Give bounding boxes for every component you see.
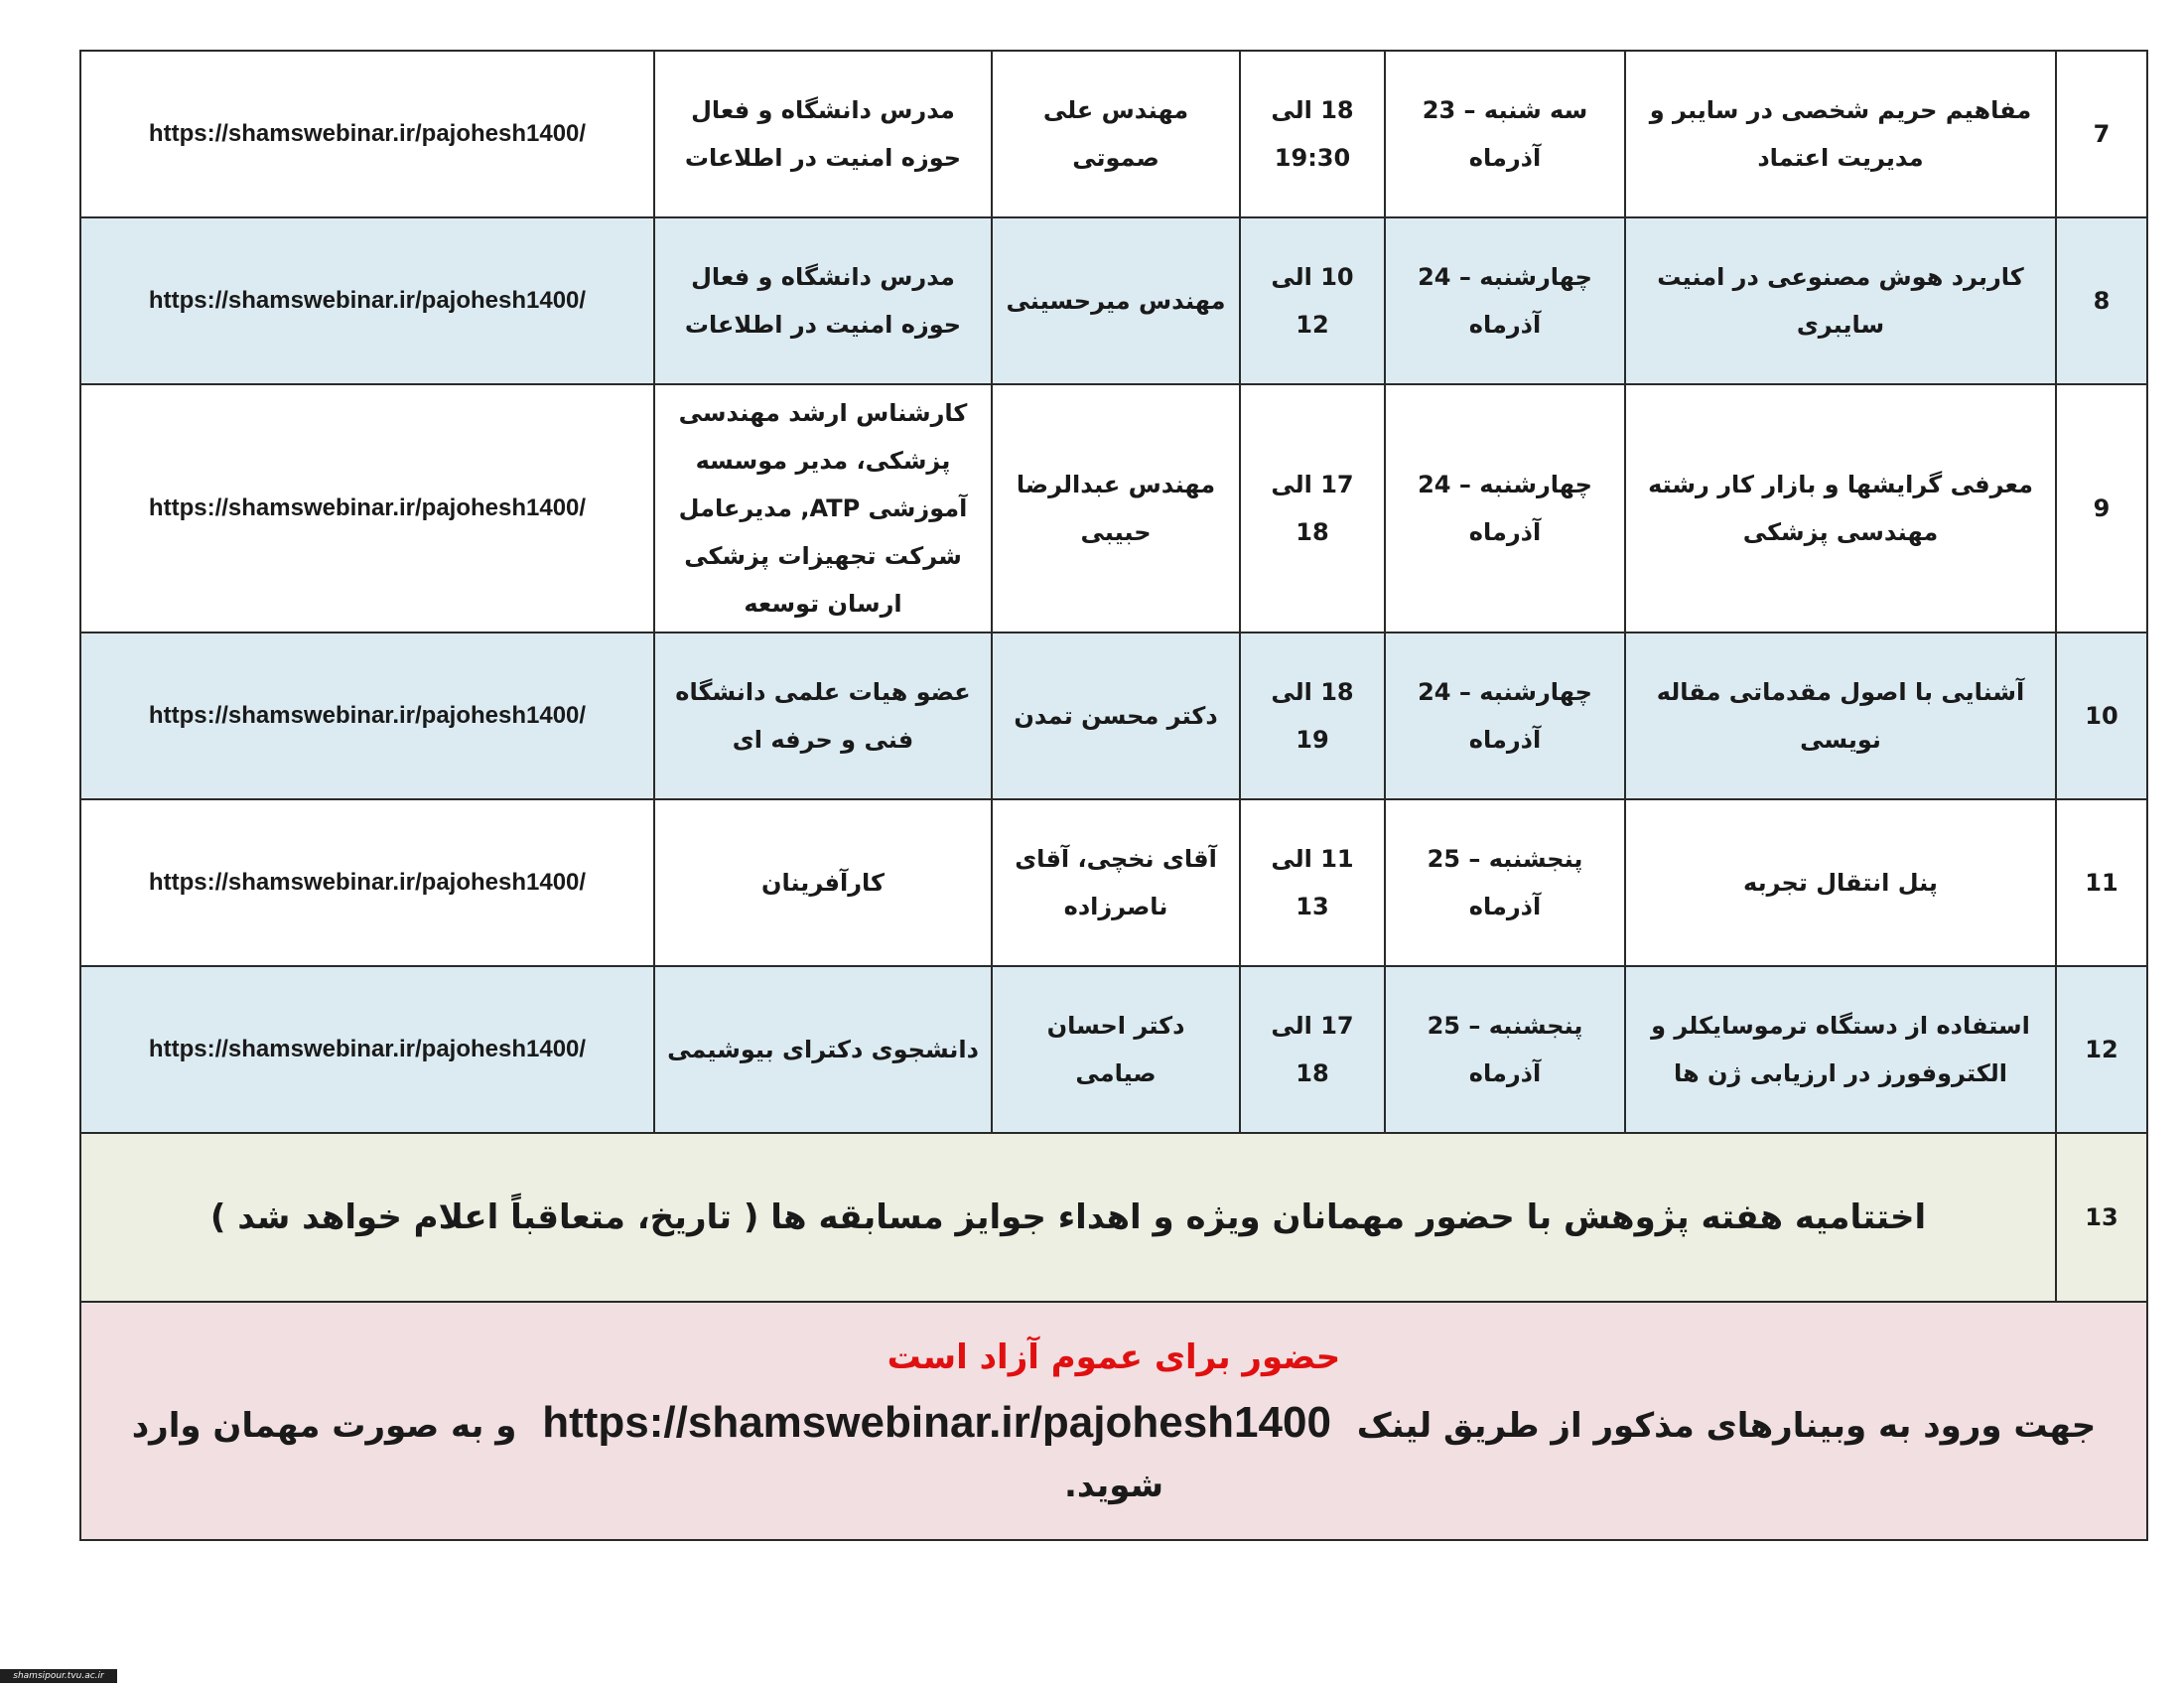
footer-notice-row [80, 1302, 2147, 1540]
speaker-name: دکتر محسن تمدن [992, 633, 1240, 799]
speaker-name: دکتر احسان صیامی [992, 966, 1240, 1133]
table-row [80, 633, 2147, 799]
table-row [80, 966, 2147, 1133]
row-number: 13 [2056, 1133, 2147, 1302]
speaker-role: دانشجوی دکترای بیوشیمی [654, 966, 992, 1133]
session-title: معرفی گرایشها و بازار کار رشته مهندسی پزشکی [1625, 384, 2056, 633]
session-date: چهارشنبه – 24 آذرماه [1385, 217, 1625, 384]
session-date: پنجشنبه – 25 آذرماه [1385, 799, 1625, 966]
speaker-name: مهندس میرحسینی [992, 217, 1240, 384]
footer-notice [80, 1302, 2147, 1540]
session-time: 18 الی 19:30 [1240, 51, 1385, 217]
webinar-link[interactable]: https://shamswebinar.ir/pajohesh1400/ [80, 966, 654, 1133]
row-number: 8 [2056, 217, 2147, 384]
row-number: 10 [2056, 633, 2147, 799]
speaker-role: کارشناس ارشد مهندسی پزشکی، مدیر موسسه آموزشی ATP, مدیرعامل شرکت تجهیزات پزشکی ارسان توسعه [654, 384, 992, 633]
login-instructions-prefix: جهت ورود به وبینارهای مذکور از طریق لینک [1356, 1405, 2097, 1446]
row-number: 12 [2056, 966, 2147, 1133]
session-time: 11 الی 13 [1240, 799, 1385, 966]
webinar-link[interactable]: https://shamswebinar.ir/pajohesh1400/ [80, 217, 654, 384]
session-date: چهارشنبه – 24 آذرماه [1385, 633, 1625, 799]
session-title: پنل انتقال تجربه [1625, 799, 2056, 966]
session-title: آشنایی با اصول مقدماتی مقاله نویسی [1625, 633, 2056, 799]
table-row [80, 217, 2147, 384]
session-time: 17 الی 18 [1240, 384, 1385, 633]
speaker-role: عضو هیات علمی دانشگاه فنی و حرفه ای [654, 633, 992, 799]
session-title: مفاهیم حریم شخصی در سایبر و مدیریت اعتماد [1625, 51, 2056, 217]
session-date: چهارشنبه – 24 آذرماه [1385, 384, 1625, 633]
row-number: 11 [2056, 799, 2147, 966]
site-watermark: shamsipour.tvu.ac.ir [0, 1669, 117, 1683]
webinar-schedule-table [79, 50, 2148, 1541]
session-time: 10 الی 12 [1240, 217, 1385, 384]
webinar-link[interactable]: https://shamswebinar.ir/pajohesh1400/ [80, 384, 654, 633]
row-number: 9 [2056, 384, 2147, 633]
webinar-link[interactable]: https://shamswebinar.ir/pajohesh1400/ [80, 633, 654, 799]
session-title: کاربرد هوش مصنوعی در امنیت سایبری [1625, 217, 2056, 384]
session-date: پنجشنبه – 25 آذرماه [1385, 966, 1625, 1133]
speaker-name: مهندس علی صموتی [992, 51, 1240, 217]
webinar-link[interactable]: https://shamswebinar.ir/pajohesh1400/ [80, 51, 654, 217]
login-instructions-suffix: و به صورت مهمان وارد شوید. [131, 1405, 1164, 1505]
closing-ceremony-row [80, 1133, 2147, 1302]
webinar-link[interactable]: https://shamswebinar.ir/pajohesh1400/ [80, 799, 654, 966]
table-row [80, 51, 2147, 217]
speaker-role: مدرس دانشگاه و فعال حوزه امنیت در اطلاعات [654, 217, 992, 384]
public-access-notice: حضور برای عموم آزاد است [887, 1336, 1341, 1377]
session-time: 17 الی 18 [1240, 966, 1385, 1133]
speaker-role: مدرس دانشگاه و فعال حوزه امنیت در اطلاعات [654, 51, 992, 217]
table-row [80, 384, 2147, 633]
speaker-name: آقای نخچی، آقای ناصرزاده [992, 799, 1240, 966]
session-title: استفاده از دستگاه ترموسایکلر و الکتروفورز در ارزیابی ژن ها [1625, 966, 2056, 1133]
speaker-role: کارآفرینان [654, 799, 992, 966]
session-time: 18 الی 19 [1240, 633, 1385, 799]
speaker-name: مهندس عبدالرضا حبیبی [992, 384, 1240, 633]
row-number: 7 [2056, 51, 2147, 217]
session-date: سه شنبه – 23 آذرماه [1385, 51, 1625, 217]
closing-ceremony-text: اختتامیه هفته پژوهش با حضور مهمانان ویژه و اهداء جوایز مسابقه ها ( تاریخ، متعاقباً اعلام خواهد شد ) [80, 1133, 2056, 1302]
login-instructions [111, 1393, 2116, 1515]
footer-webinar-link[interactable]: https://shamswebinar.ir/pajohesh1400 [542, 1397, 1331, 1447]
table-row [80, 799, 2147, 966]
